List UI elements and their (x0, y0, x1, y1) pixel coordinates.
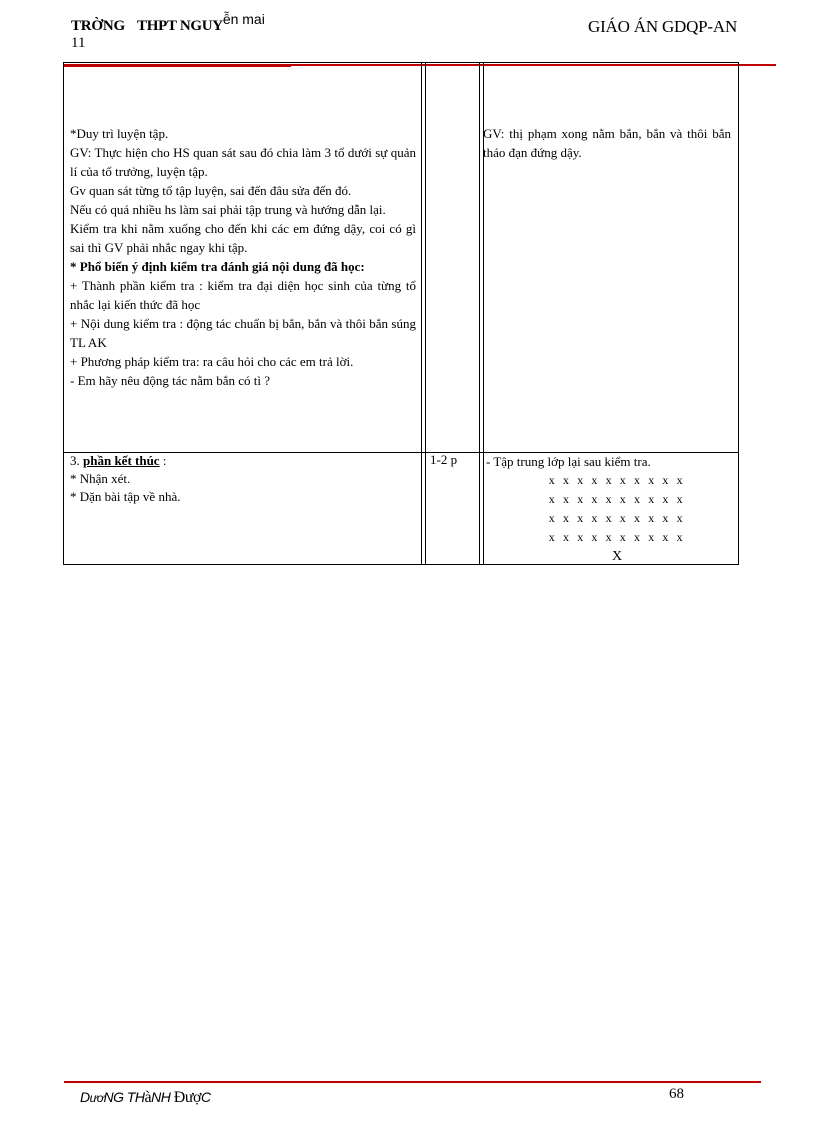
list-item: * Dặn bài tập về nhà. (70, 489, 181, 504)
section-title: phần kết thúc (83, 453, 160, 468)
row2-activity-content (70, 452, 416, 506)
column-divider (421, 63, 422, 564)
author-part: ươ (89, 1091, 104, 1105)
method-title: - Tập trung lớp lại sau kiểm tra. (486, 454, 651, 469)
footer-author (80, 1089, 211, 1107)
header-title: GIÁO ÁN GDQP-AN (588, 17, 738, 36)
footer-rule (64, 1081, 761, 1083)
paragraph: Nếu có quá nhiều hs làm sai phải tập trung và hướng dẫn lại. (70, 202, 386, 217)
formation-leader: X (611, 549, 623, 564)
bold-text: * Phổ biến ý định kiểm tra đánh giá nội dung đã học: (70, 259, 365, 274)
paragraph: GV: Thực hiện cho HS quan sát sau đó chia làm 3 tổ dưới sự quản lí của tổ trưởng, luyện tập. (70, 145, 416, 179)
header-grade: 11 (71, 35, 86, 51)
page-number: 68 (669, 1086, 684, 1102)
paragraph: Kiểm tra khi nằm xuống cho đến khi các em đứng dậy, coi có gì sai thì GV phải nhắc ngay khi tập. (70, 221, 416, 255)
column-divider (479, 63, 480, 564)
author-part: Đượ (173, 1089, 201, 1106)
header-school-word-2: THPT NGUY (137, 18, 223, 34)
paragraph: + Nội dung kiểm tra : động tác chuẩn bị bắn, bắn và thôi bắn súng TL AK (70, 316, 416, 350)
author-part: à (144, 1089, 152, 1106)
section-number: 3. (70, 453, 80, 468)
row2-method-content (486, 452, 736, 566)
formation-row: x x x x x x x x x x (548, 473, 686, 487)
author-part: NG TH (103, 1089, 145, 1105)
section-heading (70, 452, 416, 470)
paragraph: + Thành phần kiểm tra : kiểm tra đại diện học sinh của từng tổ nhắc lại kiến thức đã học (70, 278, 416, 312)
paragraph: Gv quan sát từng tổ tập luyện, sai đến đâu sửa đến đó. (70, 183, 352, 198)
formation-row: x x x x x x x x x x (548, 530, 686, 544)
column-divider (425, 63, 426, 564)
author-part: C (200, 1089, 211, 1105)
author-part: NH (151, 1089, 174, 1105)
paragraph: - Em hãy nêu động tác nằm bắn có tì ? (70, 373, 270, 388)
section-colon: : (159, 453, 167, 468)
author-part: D (80, 1089, 90, 1105)
formation-row: x x x x x x x x x x (548, 492, 686, 506)
row1-activity-content (70, 124, 416, 390)
header-school-suffix: ễn mai (222, 11, 265, 27)
list-item: * Nhận xét. (70, 471, 131, 486)
paragraph: *Duy trì luyện tập. (70, 126, 169, 141)
header-school (71, 11, 265, 36)
paragraph: + Phương pháp kiểm tra: ra câu hỏi cho các em trả lời. (70, 354, 354, 369)
paragraph-bold (70, 257, 416, 276)
formation-row: x x x x x x x x x x (548, 511, 686, 525)
row1-method-content: GV: thị phạm xong nằm bắn, bắn và thôi bắn tháo đạn đứng dậy. (483, 126, 731, 160)
header-school-word-1: TRỜNG (71, 18, 126, 34)
row2-duration: 1-2 p (430, 452, 458, 467)
